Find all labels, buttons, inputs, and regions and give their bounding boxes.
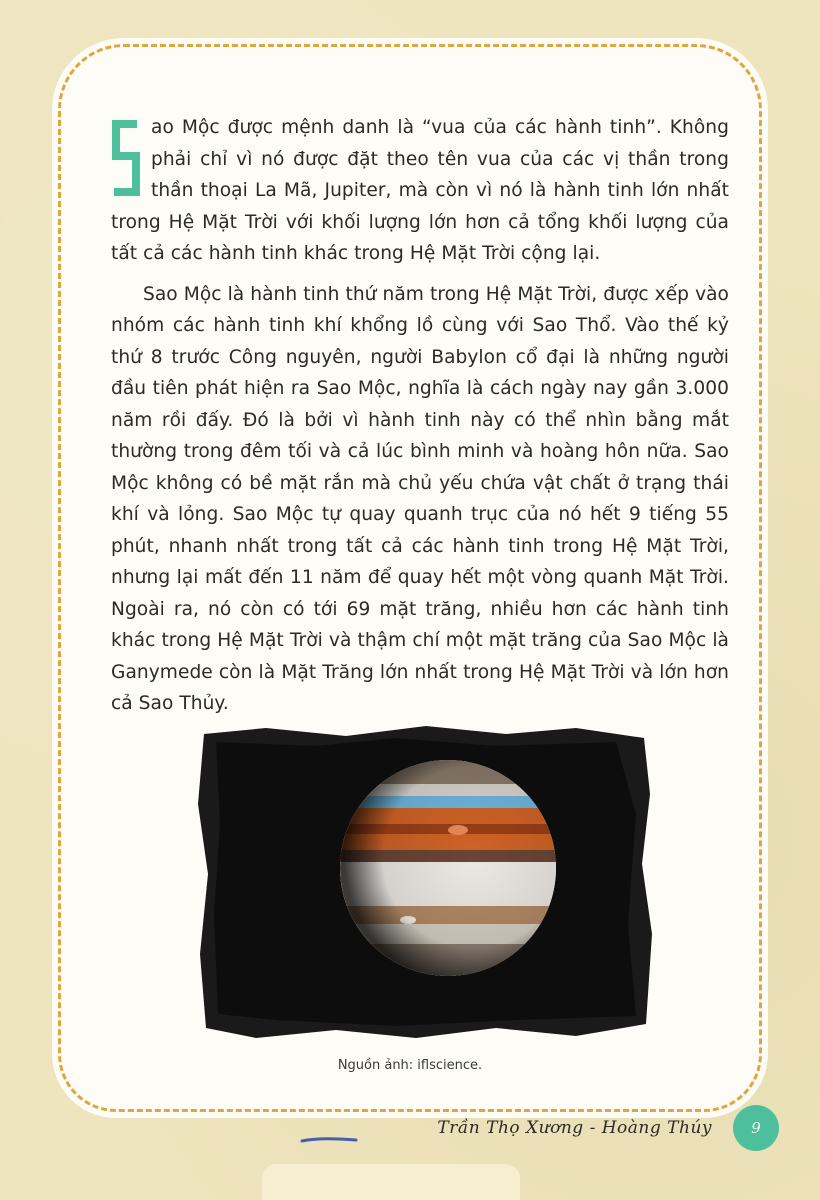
drop-cap-s-icon: [111, 118, 141, 198]
paragraph-1-text: ao Mộc được mệnh danh là “vua của các hành tinh”. Không phải chỉ vì nó được đặt theo tên vua của các vị thần trong thần thoại La Mã, Jupiter, mà còn vì nó là hành tinh lớn nhất trong Hệ Mặt Trời với khối lượng lớn hơn cả tổng khối lượng của tất cả các hành tinh khác trong Hệ Mặt Trời cộng lại.: [111, 117, 729, 264]
paragraph-1: [111, 112, 729, 270]
author-names: Trần Thọ Xương - Hoàng Thúy: [437, 1118, 712, 1138]
page-number: 9: [733, 1105, 779, 1151]
drop-cap-letter: [111, 198, 112, 199]
drop-cap: [111, 118, 141, 198]
bottom-tab: [262, 1164, 520, 1200]
paragraph-2: Sao Mộc là hành tinh thứ năm trong Hệ Mặt Trời, được xếp vào nhóm các hành tinh khí khổng lồ cùng với Sao Thổ. Vào thế kỷ thứ 8 trước Công nguyên, người Babylon cổ đại là những người đầu tiên phát hiện ra Sao Mộc, nghĩa là cách ngày nay gần 3.000 năm rồi đấy. Đó là bởi vì hành tinh này có thể nhìn bằng mắt thường trong đêm tối và cả lúc bình minh và hoàng hôn nữa. Sao Mộc không có bề mặt rắn mà chủ yếu chứa vật chất ở trạng thái khí và lỏng. Sao Mộc tự quay quanh trục của nó hết 9 tiếng 55 phút, nhanh nhất trong tất cả các hành tinh trong Hệ Mặt Trời, nhưng lại mất đến 11 năm để quay hết một vòng quanh Mặt Trời. Ngoài ra, nó còn có tới 69 mặt trăng, nhiều hơn các hành tinh khác trong Hệ Mặt Trời và thậm chí một mặt trăng của Sao Mộc là Ganymede còn là Mặt Trăng lớn nhất trong Hệ Mặt Trời và lớn hơn cả Sao Thủy.: [111, 283, 729, 714]
image-caption: Nguồn ảnh: iflscience.: [337, 1058, 483, 1073]
jupiter-image: [196, 724, 658, 1042]
jupiter-photo: [196, 724, 658, 1042]
article-body: [111, 112, 729, 720]
blue-pen-stroke: [300, 1136, 358, 1144]
